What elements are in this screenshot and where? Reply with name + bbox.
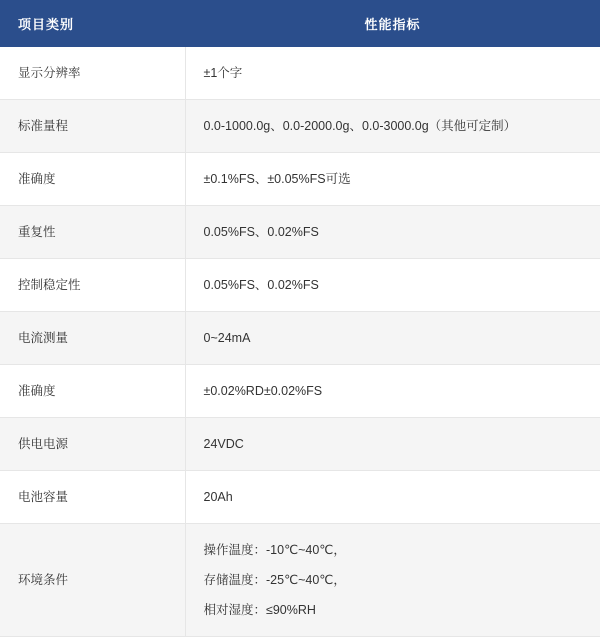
row-value-line: 相对湿度：≤90%RH (203, 603, 316, 617)
row-label: 电流测量 (0, 312, 185, 365)
row-value: 24VDC (185, 418, 600, 471)
table-row (0, 524, 600, 637)
table-row (0, 418, 600, 471)
row-value: ±1个字 (185, 47, 600, 100)
table-row (0, 471, 600, 524)
row-value (185, 524, 600, 637)
row-value: 20Ah (185, 471, 600, 524)
row-value: 0~24mA (185, 312, 600, 365)
row-value: 0.0-1000.0g、0.0-2000.0g、0.0-3000.0g（其他可定制） (185, 100, 600, 153)
row-value: ±0.1%FS、±0.05%FS可选 (185, 153, 600, 206)
row-label: 重复性 (0, 206, 185, 259)
table-row (0, 312, 600, 365)
table-header-row (0, 0, 600, 47)
row-label: 控制稳定性 (0, 259, 185, 312)
column-header-specification: 性能指标 (185, 0, 600, 47)
row-value: ±0.02%RD±0.02%FS (185, 365, 600, 418)
column-header-category: 项目类别 (0, 0, 185, 47)
row-value: 0.05%FS、0.02%FS (185, 206, 600, 259)
table-row (0, 259, 600, 312)
table-row (0, 153, 600, 206)
table-header (0, 0, 600, 47)
table-row (0, 365, 600, 418)
table-row (0, 47, 600, 100)
table-body (0, 47, 600, 637)
table-row (0, 206, 600, 259)
row-value-line: 存储温度：-25℃~40℃， (203, 573, 346, 587)
row-value: 0.05%FS、0.02%FS (185, 259, 600, 312)
row-label: 准确度 (0, 365, 185, 418)
row-label: 电池容量 (0, 471, 185, 524)
row-label: 显示分辨率 (0, 47, 185, 100)
row-label: 准确度 (0, 153, 185, 206)
row-value-line: 操作温度：-10℃~40℃， (203, 543, 346, 557)
table-row (0, 100, 600, 153)
row-label: 供电电源 (0, 418, 185, 471)
row-label: 标准量程 (0, 100, 185, 153)
row-label: 环境条件 (0, 524, 185, 637)
